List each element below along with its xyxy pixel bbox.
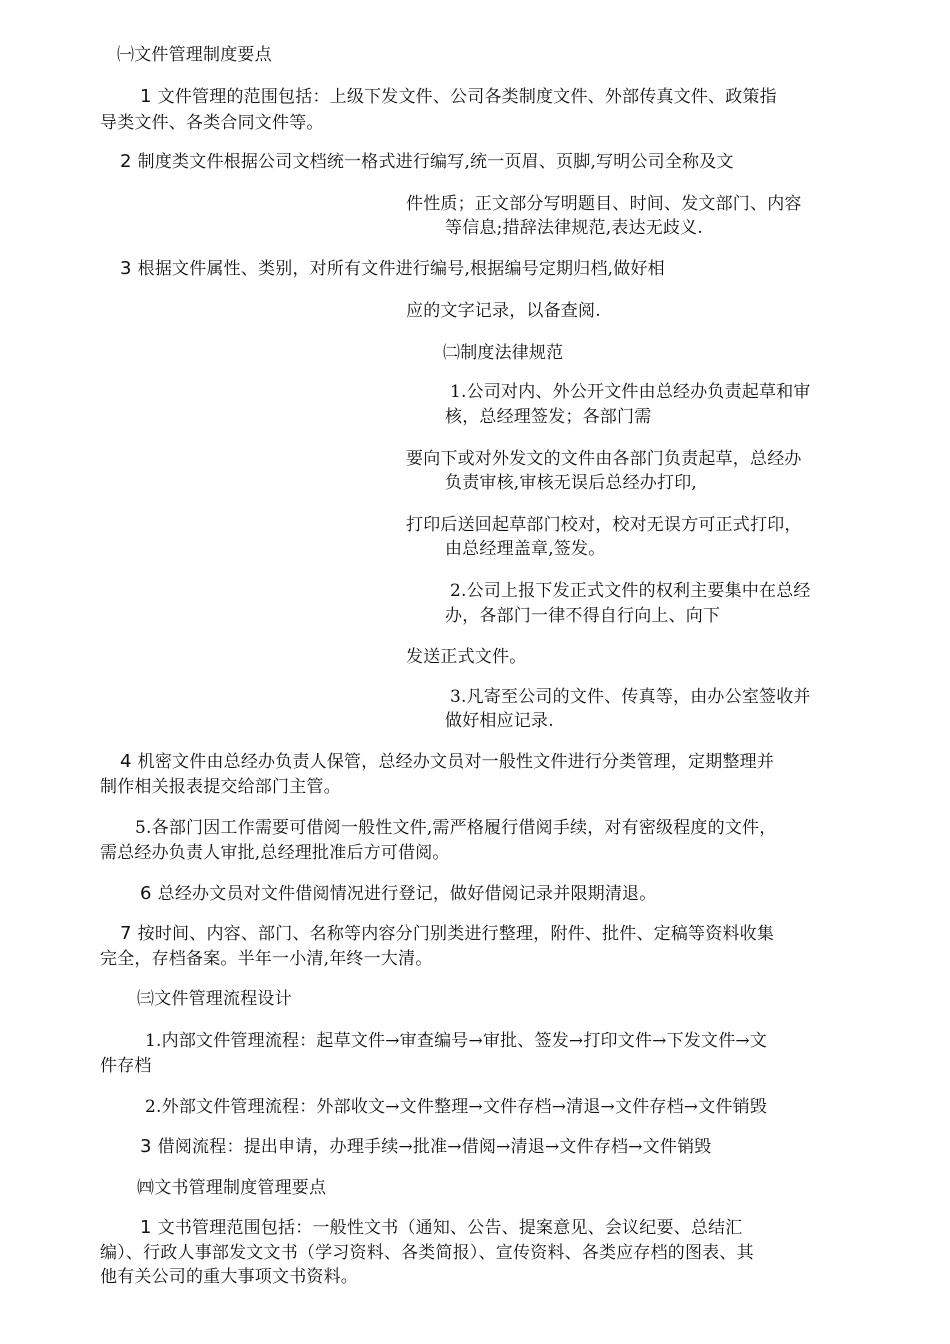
item-1-line-1 xyxy=(140,86,777,108)
doc-1-line-2: 编）、行政人事部发文文书（学习资料、各类简报）、宣传资料、各类应存档的图表、其 xyxy=(100,1243,754,1263)
item-6-line-1 xyxy=(140,883,656,905)
doc-1-line-1 xyxy=(140,1217,742,1239)
item-1-line-2: 导类文件、各类合同文件等。 xyxy=(100,113,324,133)
item-6-text: 总经办文员对文件借阅情况进行登记，做好借阅记录并限期清退。 xyxy=(157,884,657,904)
doc-1-line-3: 他有关公司的重大事项文书资料。 xyxy=(100,1267,358,1287)
law-1-line-2: 核，总经理签发；各部门需 xyxy=(445,407,652,427)
item-2-line-2: 件性质；正文部分写明题目、时间、发文部门、内容 xyxy=(406,194,802,214)
law-1-line-1: 1.公司对内、外公开文件由总经办负责起草和审 xyxy=(450,382,811,402)
item-5-line-2: 需总经办负责人审批,总经理批准后方可借阅。 xyxy=(100,843,450,863)
law-2-line-3: 发送正式文件。 xyxy=(406,647,527,667)
flow-2-line-1: 2.外部文件管理流程：外部收文→文件整理→文件存档→清退→文件存档→文件销毁 xyxy=(145,1097,768,1117)
law-3-line-1: 3.凡寄至公司的文件、传真等，由办公室签收并 xyxy=(450,687,811,707)
law-3-line-2: 做好相应记录. xyxy=(445,711,554,731)
item-7-line-1 xyxy=(120,923,774,945)
law-1-line-6: 由总经理盖章,签发。 xyxy=(445,539,606,559)
law-1-line-5: 打印后送回起草部门校对，校对无误方可正式打印， xyxy=(406,515,802,535)
law-1-line-3: 要向下或对外发文的文件由各部门负责起草，总经办 xyxy=(406,449,802,469)
item-3-line-1 xyxy=(120,258,665,280)
flow-1-line-1: 1.内部文件管理流程：起草文件→审查编号→审批、签发→打印文件→下发文件→文 xyxy=(145,1031,768,1051)
flow-3-number: 3 xyxy=(140,1136,152,1157)
flow-1-line-2: 件存档 xyxy=(100,1056,152,1076)
doc-1-text: 文书管理范围包括：一般性文书（通知、公告、提案意见、会议纪要、总结汇 xyxy=(157,1218,743,1238)
doc-1-number: 1 xyxy=(140,1217,152,1238)
section-heading-3: ㈢文件管理流程设计 xyxy=(137,989,292,1009)
item-5-line-1: 5.各部门因工作需要可借阅一般性文件,需严格履行借阅手续，对有密级程度的文件， xyxy=(135,818,777,838)
flow-3-line-1 xyxy=(140,1136,711,1158)
law-2-line-1: 2.公司上报下发正式文件的权利主要集中在总经 xyxy=(450,581,811,601)
item-7-number: 7 xyxy=(120,923,132,944)
item-2-line-3: 等信息;措辞法律规范,表达无歧义. xyxy=(445,218,703,238)
item-4-number: 4 xyxy=(120,751,132,772)
item-3-number: 3 xyxy=(120,258,132,279)
item-1-text: 文件管理的范围包括：上级下发文件、公司各类制度文件、外部传真文件、政策指 xyxy=(157,87,777,107)
item-2-number: 2 xyxy=(120,151,132,172)
item-1-number: 1 xyxy=(140,86,152,107)
section-heading-1: ㈠文件管理制度要点 xyxy=(117,45,272,65)
section-heading-2: ㈡制度法律规范 xyxy=(443,343,564,363)
item-2-line-1 xyxy=(120,151,734,173)
item-2-text: 制度类文件根据公司文档统一格式进行编写,统一页眉、页脚,写明公司全称及文 xyxy=(137,152,734,172)
item-7-text: 按时间、内容、部门、名称等内容分门别类进行整理，附件、批件、定稿等资料收集 xyxy=(137,924,775,944)
flow-3-text: 借阅流程：提出申请，办理手续→批准→借阅→清退→文件存档→文件销毁 xyxy=(157,1137,712,1157)
item-4-line-2: 制作相关报表提交给部门主管。 xyxy=(100,777,341,797)
item-7-line-2: 完全，存档备案。半年一小清,年终一大清。 xyxy=(100,949,433,969)
item-3-text: 根据文件属性、类别，对所有文件进行编号,根据编号定期归档,做好相 xyxy=(137,259,665,279)
law-1-line-4: 负责审核,审核无误后总经办打印, xyxy=(445,473,698,493)
item-3-line-2: 应的文字记录，以备查阅. xyxy=(406,301,601,321)
section-heading-4: ㈣文书管理制度管理要点 xyxy=(137,1178,327,1198)
item-4-text: 机密文件由总经办负责人保管，总经办文员对一般性文件进行分类管理，定期整理并 xyxy=(137,752,775,772)
item-4-line-1 xyxy=(120,751,774,773)
item-6-number: 6 xyxy=(140,883,152,904)
law-2-line-2: 办，各部门一律不得自行向上、向下 xyxy=(445,606,721,626)
